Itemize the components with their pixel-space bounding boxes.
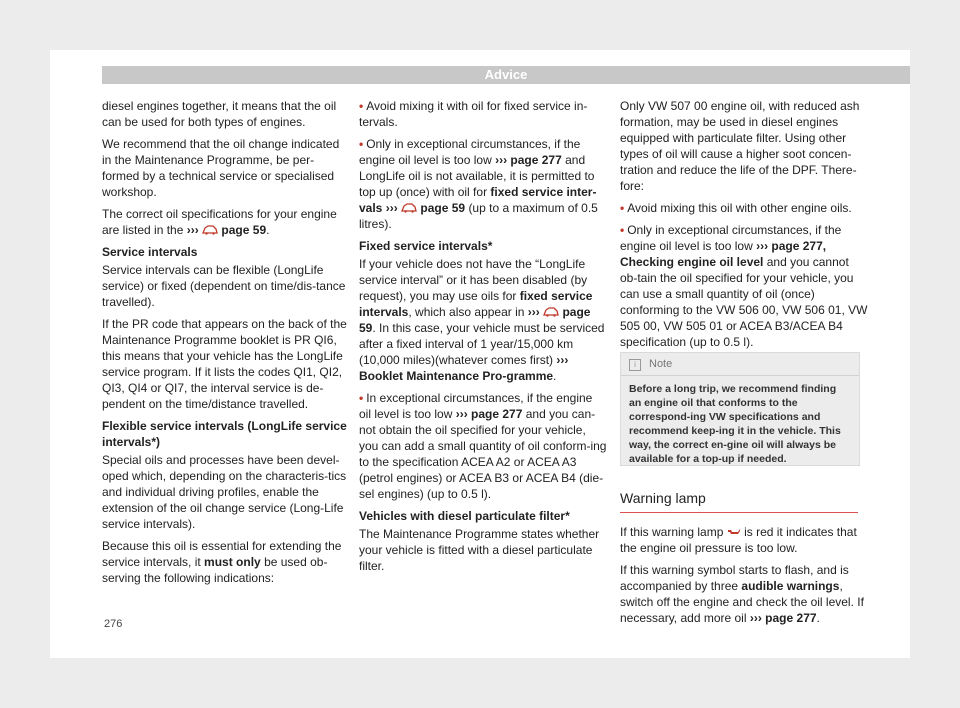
car-book-icon xyxy=(543,306,559,317)
bullet-item: • Only in exceptional circumstances, if the engine oil level is too low ››› page 277, Checking engine oil level and you cannot ob-tain the oil specified for your vehicle, you can use a small quantity of oil (once) conforming to the VW 506 00, VW 506 01, VW 505 00, VW 505 01 or ACEA B3/ACEA B4 specification (up to 0.5 l). xyxy=(620,223,868,349)
info-icon: i xyxy=(629,359,641,371)
page-number: 276 xyxy=(104,618,123,630)
document-page xyxy=(50,50,910,658)
paragraph: Service intervals can be flexible (LongLife service) or fixed (dependent on time/dis-tance travelled). xyxy=(102,263,346,309)
page-link[interactable]: ››› page 277 xyxy=(495,153,562,167)
page-link[interactable]: page 59 xyxy=(359,305,591,335)
bullet-item: • In exceptional circumstances, if the engine oil level is too low ››› page 277 and you can-not obtain the oil specified for your vehicle, you can add a small quantity of oil conform-ing to the specification ACEA A2 or ACEA A3 (petrol engines) or ACEA B3 or ACEA B4 (die-sel engines) (up to 0.5 l). xyxy=(359,391,607,501)
note-text: Before a long trip, we recommend finding an engine oil that conforms to the correspond-ing VW specifications and recommend keep-ing it in the vehicle. This way, the correct en-gine oil will always be available for a top-up if needed. xyxy=(629,383,841,465)
column-1 xyxy=(102,98,350,592)
note-header: i Note xyxy=(621,353,859,376)
page-link[interactable]: page 59 xyxy=(420,201,466,215)
car-book-icon xyxy=(202,224,218,235)
subheading-dpf: Vehicles with diesel particulate filter* xyxy=(359,509,570,523)
booklet-link[interactable]: ››› Booklet Maintenance Pro-gramme xyxy=(359,353,569,383)
page-link[interactable]: page 59 xyxy=(221,223,267,237)
paragraph: Because this oil is essential for extending the service intervals, it must only be used ob-serving the following indications: xyxy=(102,539,342,585)
page-link[interactable]: ››› page 277 xyxy=(455,407,523,421)
paragraph: The Maintenance Programme states whether your vehicle is fitted with a diesel particulate filter. xyxy=(359,527,600,573)
subheading-fixed: Fixed service intervals* xyxy=(359,239,493,253)
paragraph: Only VW 507 00 engine oil, with reduced ash formation, may be used in diesel engines equipped with particulate filter. Using other types of oil will cause a higher soot concen-tration and reduce the life of the DPF. There-fore: xyxy=(620,99,860,193)
section-title-warning-lamp: Warning lamp xyxy=(620,490,858,513)
paragraph: If your vehicle does not have the “LongLife service interval” or it has been disabled (by request), you may use oils for fixed service intervals, which also appear in ››› page 59. In this case, your vehicle must be serviced after a fixed interval of 1 year/15,000 km (10,000 miles)(whatever comes first) ››› Booklet Maintenance Pro-gramme. xyxy=(359,257,605,383)
subheading-service-intervals: Service intervals xyxy=(102,245,198,259)
column-2 xyxy=(359,98,607,580)
bullet-item: • Only in exceptional circumstances, if the engine oil level is too low ››› page 277 and LongLife oil is not available, it is permitted to top up (once) with oil for fixed service inter-vals ››› page 59 (up to a maximum of 0.5 litres). xyxy=(359,137,598,231)
bullet-item: • Avoid mixing it with oil for fixed service in-tervals. xyxy=(359,99,588,129)
page-link[interactable]: ››› page 277 xyxy=(749,611,817,625)
oil-can-icon xyxy=(727,527,741,535)
paragraph: diesel engines together, it means that the oil can be used for both types of engines. xyxy=(102,99,337,129)
paragraph: If this warning symbol starts to flash, and is accompanied by three audible warnings, switch off the engine and check the oil level. If necessary, add more oil ››› page 277. xyxy=(620,563,864,625)
warning-text xyxy=(620,524,864,632)
bullet-item: • Avoid mixing this oil with other engine oils. xyxy=(620,201,852,215)
paragraph: The correct oil specifications for your engine are listed in the ››› page 59. xyxy=(102,207,337,237)
ref-arrow: ››› xyxy=(186,223,199,237)
car-book-icon xyxy=(401,202,417,213)
page-link[interactable]: ››› page 277, Checking engine oil level xyxy=(620,239,827,269)
paragraph: If this warning lamp is red it indicates that the engine oil pressure is too low. xyxy=(620,525,857,555)
column-3 xyxy=(620,98,868,356)
paragraph: Special oils and processes have been devel-oped which, depending on the characteris-tics and individual driving profiles, enable the extension of the oil change service (Long-Life service intervals). xyxy=(102,453,347,531)
section-header: Advice xyxy=(102,66,910,84)
paragraph: We recommend that the oil change indicated in the Maintenance Programme, be per-formed by a technical service or specialised workshop. xyxy=(102,137,340,199)
paragraph: If the PR code that appears on the back of the Maintenance Programme booklet is PR QI6, this means that your vehicle has the LongLife service program. If it lists the codes QI1, QI2, QI3, QI4 or QI7, the interval service is de-pendent on the time/distance travelled. xyxy=(102,317,347,411)
subheading-flexible: Flexible service intervals (LongLife service intervals*) xyxy=(102,419,347,449)
note-box xyxy=(620,352,860,466)
